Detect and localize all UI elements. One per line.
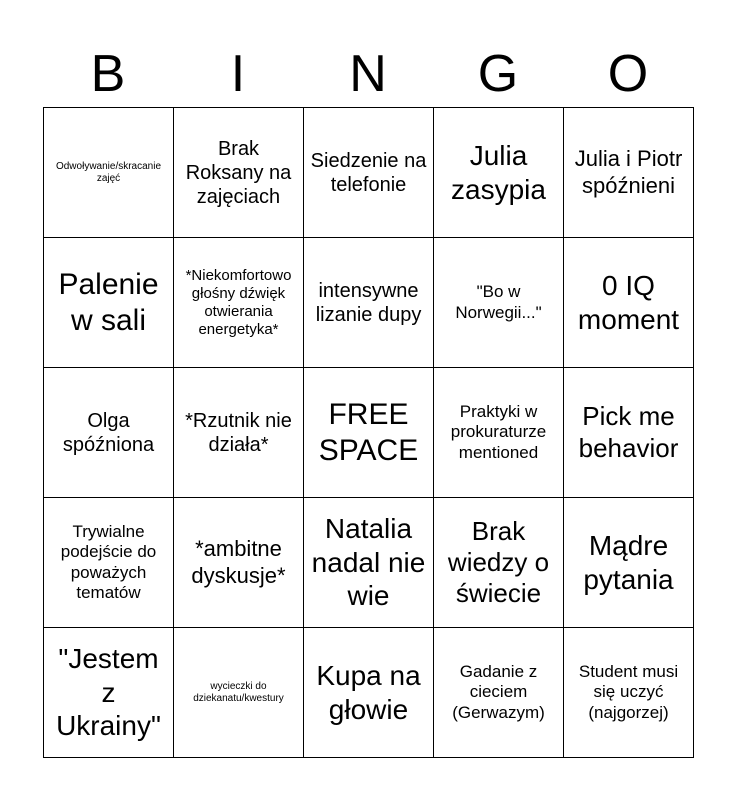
cell-text: Julia i Piotr spóźnieni bbox=[574, 146, 683, 198]
cell-text: 0 IQ moment bbox=[577, 269, 680, 335]
cell-text: Student musi się uczyć (najgorzej) bbox=[578, 661, 679, 722]
bingo-cell[interactable] bbox=[44, 628, 174, 758]
header-letter-n: N bbox=[349, 45, 387, 103]
cell-text: *Rzutnik nie działa* bbox=[185, 409, 292, 456]
bingo-cell[interactable] bbox=[564, 108, 694, 238]
cell-text: Palenie w sali bbox=[58, 267, 159, 337]
bingo-cell[interactable] bbox=[564, 498, 694, 628]
bingo-cell[interactable] bbox=[304, 108, 434, 238]
cell-text: intensywne lizanie dupy bbox=[315, 279, 422, 326]
bingo-cell[interactable] bbox=[44, 368, 174, 498]
cell-text: Gadanie z cieciem (Gerwazym) bbox=[452, 661, 545, 722]
cell-text: Olga spóźniona bbox=[62, 409, 155, 456]
grid-row bbox=[44, 628, 694, 758]
bingo-grid bbox=[43, 107, 694, 758]
cell-text: Praktyki w prokuraturze mentioned bbox=[450, 401, 547, 462]
bingo-cell[interactable] bbox=[304, 628, 434, 758]
grid-row bbox=[44, 368, 694, 498]
cell-text: Mądre pytania bbox=[583, 529, 674, 595]
grid-row bbox=[44, 238, 694, 368]
bingo-cell[interactable] bbox=[434, 628, 564, 758]
grid-row bbox=[44, 108, 694, 238]
cell-text: *ambitne dyskusje* bbox=[191, 536, 286, 588]
cell-text: Brak Roksany na zajęciach bbox=[185, 137, 292, 208]
bingo-cell[interactable] bbox=[174, 368, 304, 498]
header-letter-o: O bbox=[607, 45, 649, 103]
bingo-cell[interactable] bbox=[44, 108, 174, 238]
bingo-cell[interactable] bbox=[44, 238, 174, 368]
cell-text: Brak wiedzy o świecie bbox=[447, 515, 550, 609]
cell-text: "Bo w Norwegii..." bbox=[455, 282, 542, 322]
bingo-cell[interactable] bbox=[564, 238, 694, 368]
header-letter-b: B bbox=[90, 45, 126, 103]
bingo-cell[interactable] bbox=[174, 238, 304, 368]
bingo-cell[interactable] bbox=[564, 628, 694, 758]
bingo-cell[interactable] bbox=[434, 498, 564, 628]
cell-text: wycieczki do dziekanatu/kwestury bbox=[193, 680, 284, 704]
cell-text: *Niekomfortowo głośny dźwięk otwierania energetyka* bbox=[185, 266, 292, 338]
cell-text: Julia zasypia bbox=[451, 139, 546, 205]
header-letter-g: G bbox=[477, 45, 519, 103]
cell-text: Odwoływanie/skracanie zajęć bbox=[55, 160, 162, 184]
header-letter-i: I bbox=[230, 45, 246, 103]
free-space-cell[interactable] bbox=[304, 368, 434, 498]
bingo-cell[interactable] bbox=[304, 238, 434, 368]
bingo-header bbox=[43, 40, 693, 108]
cell-text: Natalia nadal nie wie bbox=[311, 513, 426, 612]
bingo-cell[interactable] bbox=[434, 238, 564, 368]
cell-text: Pick me behavior bbox=[578, 401, 679, 463]
cell-text: FREE SPACE bbox=[318, 397, 419, 467]
grid-row bbox=[44, 498, 694, 628]
bingo-cell[interactable] bbox=[174, 108, 304, 238]
cell-text: Trywialne podejście do poważych tematów bbox=[60, 521, 157, 602]
bingo-cell[interactable] bbox=[174, 628, 304, 758]
bingo-cell[interactable] bbox=[434, 368, 564, 498]
cell-text: Kupa na głowie bbox=[316, 659, 421, 725]
cell-text: "Jestem z Ukrainy" bbox=[56, 643, 161, 742]
bingo-cell[interactable] bbox=[44, 498, 174, 628]
cell-text: Siedzenie na telefonie bbox=[310, 149, 427, 196]
bingo-cell[interactable] bbox=[564, 368, 694, 498]
bingo-cell[interactable] bbox=[434, 108, 564, 238]
bingo-cell[interactable] bbox=[304, 498, 434, 628]
bingo-cell[interactable] bbox=[174, 498, 304, 628]
